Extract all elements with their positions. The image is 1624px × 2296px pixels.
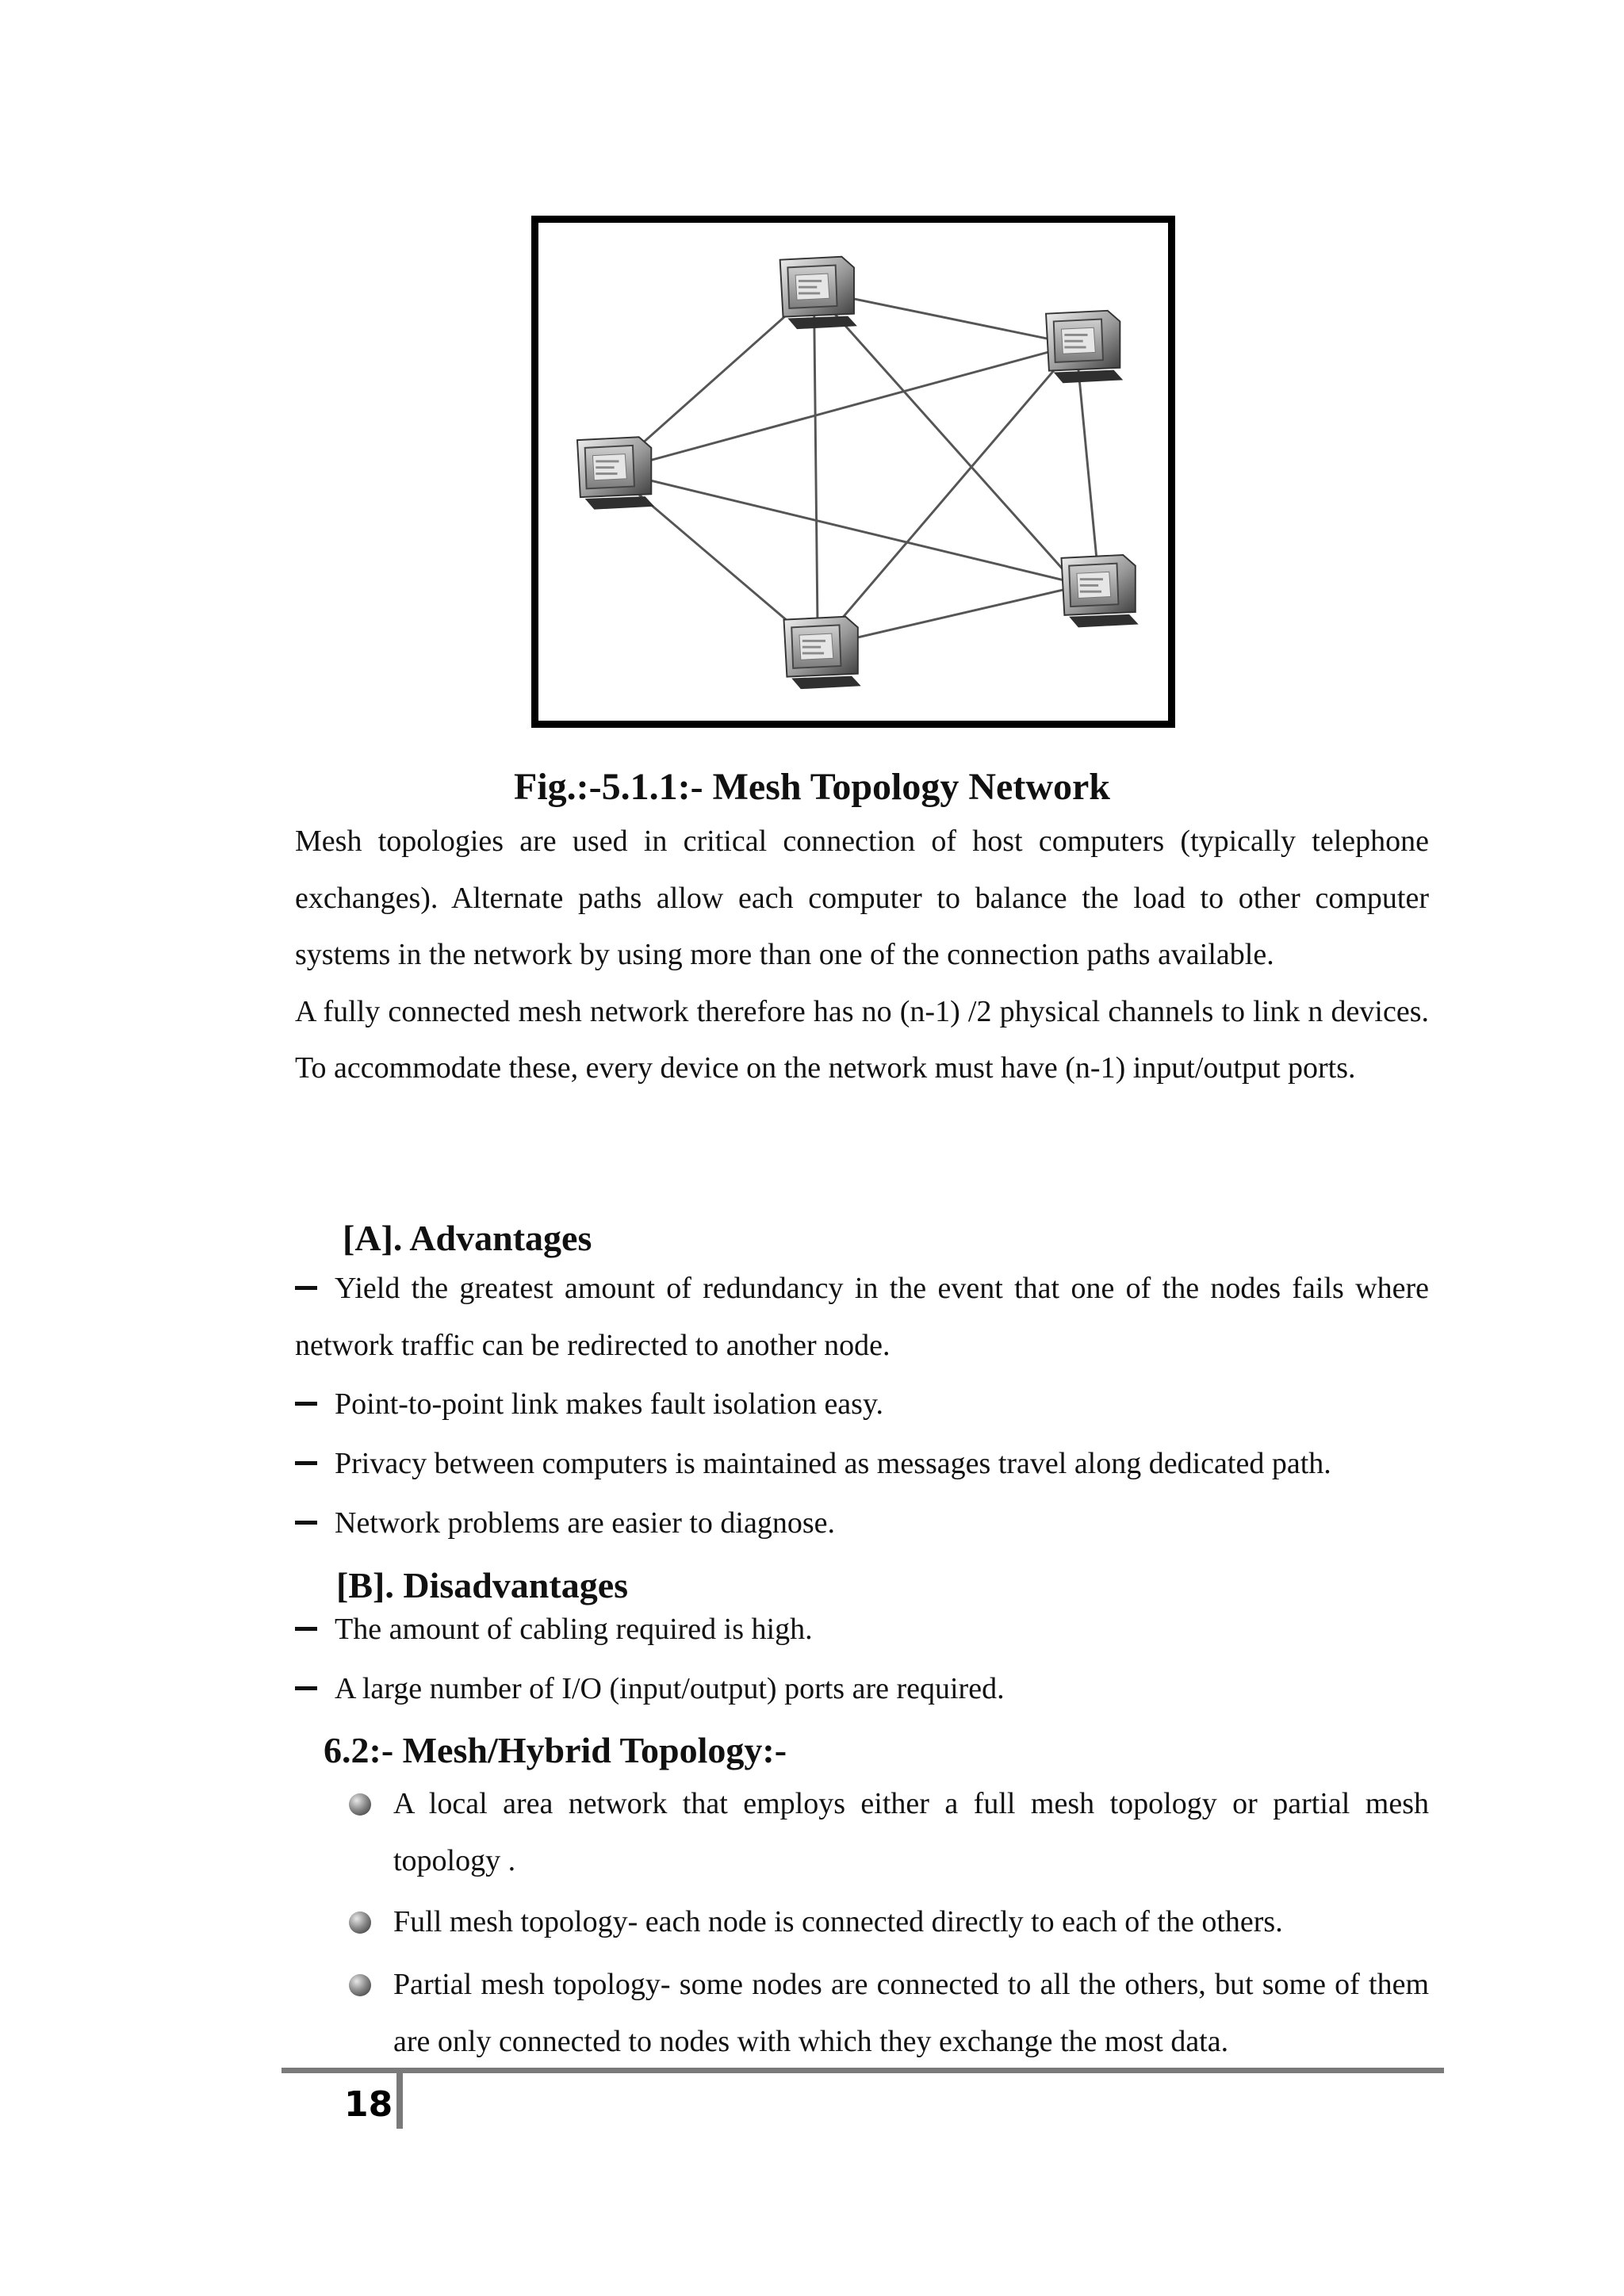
advantage-item	[295, 1495, 1429, 1552]
advantage-text: Yield the greatest amount of redundancy in the event that one of the nodes fails where network traffic can be redirected to another node.	[295, 1272, 1429, 1362]
dash-bullet-icon	[295, 1461, 317, 1465]
advantage-text: Point-to-point link makes fault isolation easy.	[335, 1387, 883, 1421]
intro-paragraph-1: Mesh topologies are used in critical connection of host computers (typically telephone exchanges). Alternate paths allow each computer to balance the load to other computer systems in the network by using more than one of the connection paths available.	[295, 825, 1429, 971]
round-bullet-icon	[349, 1911, 371, 1934]
footer-rule	[282, 2068, 1444, 2073]
advantage-text: Network problems are easier to diagnose.	[335, 1506, 836, 1540]
advantage-item	[295, 1261, 1429, 1374]
disadvantage-item	[295, 1601, 1429, 1659]
intro-text	[295, 813, 1429, 1097]
disadvantage-text: A large number of I/O (input/output) ports are required.	[335, 1672, 1005, 1705]
dash-bullet-icon	[295, 1686, 317, 1690]
computer-node-upper-right	[1046, 311, 1123, 383]
advantage-item	[295, 1436, 1429, 1493]
round-bullet-icon	[349, 1793, 371, 1816]
page-number-divider	[396, 2073, 403, 2129]
disadvantage-text: The amount of cabling required is high.	[335, 1613, 813, 1646]
advantages-heading: [A]. Advantages	[343, 1218, 592, 1258]
computer-node-bottom	[784, 617, 861, 689]
section-bullet-item	[349, 1894, 1429, 1951]
section-heading: 6.2:- Mesh/Hybrid Topology:-	[324, 1730, 787, 1770]
mesh-diagram	[538, 223, 1168, 721]
dash-bullet-icon	[295, 1627, 317, 1631]
section-bullet-item	[349, 1957, 1429, 2070]
advantage-text: Privacy between computers is maintained as messages travel along dedicated path.	[335, 1447, 1331, 1480]
mesh-topology-figure	[531, 216, 1175, 728]
computer-node-lower-right	[1061, 555, 1138, 627]
dash-bullet-icon	[295, 1521, 317, 1525]
dash-bullet-icon	[295, 1286, 317, 1290]
round-bullet-icon	[349, 1974, 371, 1996]
computer-node-top	[780, 257, 857, 329]
advantage-item	[295, 1376, 1429, 1433]
figure-caption: Fig.:-5.1.1:- Mesh Topology Network	[514, 766, 1110, 808]
section-bullet-text: Full mesh topology- each node is connected directly to each of the others.	[393, 1905, 1283, 1938]
page-number: 18	[344, 2084, 393, 2125]
section-bullet-item	[349, 1776, 1429, 1889]
mesh-links	[611, 291, 1099, 647]
section-bullet-text: Partial mesh topology- some nodes are connected to all the others, but some of them are only connected to nodes with which they exchange the most data.	[393, 1968, 1429, 2058]
intro-paragraph-2: A fully connected mesh network therefore has no (n-1) /2 physical channels to link n devices. To accommodate these, every device on the network must have (n-1) input/output ports.	[295, 994, 1429, 1085]
section-bullet-text: A local area network that employs either a full mesh topology or partial mesh topology .	[393, 1787, 1429, 1877]
dash-bullet-icon	[295, 1402, 317, 1406]
disadvantages-heading: [B]. Disadvantages	[336, 1565, 629, 1605]
disadvantage-item	[295, 1661, 1429, 1718]
computer-node-left	[577, 437, 654, 509]
